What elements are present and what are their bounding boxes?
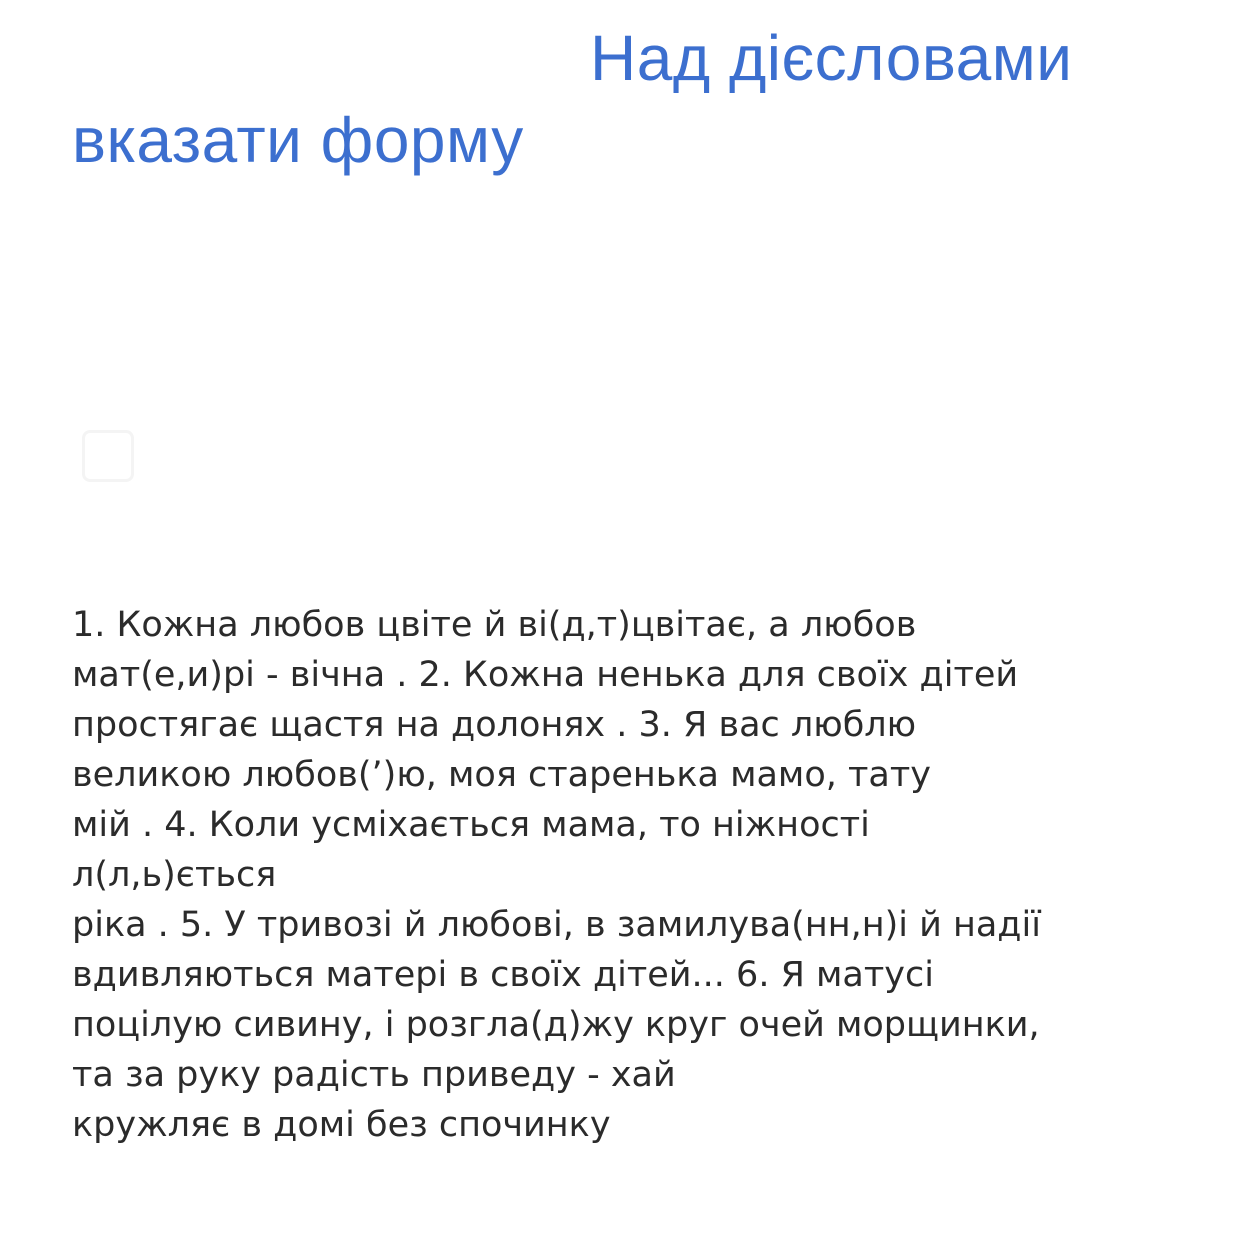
text-line: простягає щастя на долонях . 3. Я вас люблю: [72, 705, 917, 745]
text-line: вдивляються матері в своїх дітей... 6. Я матусі: [72, 955, 934, 995]
text-line: великою любов(ʼ)ю, моя старенька мамо, тату: [72, 755, 931, 795]
faded-checkbox-icon: [82, 430, 134, 482]
text-line: ріка . 5. У тривозі й любові, в замилува(нн,н)і й надії: [72, 905, 1041, 945]
text-line: та за руку радість приведу - хай: [72, 1055, 676, 1095]
exercise-text: [72, 600, 1182, 1150]
text-line: мій . 4. Коли усміхається мама, то ніжності: [72, 805, 870, 845]
text-line: поцілую сивину, і розгла(д)жу круг очей морщинки,: [72, 1005, 1040, 1045]
text-line: кружляє в домі без спочинку: [72, 1105, 611, 1145]
task-title: [72, 10, 1192, 180]
text-line: мат(е,и)рі - вічна . 2. Кожна ненька для своїх дітей: [72, 655, 1019, 695]
task-title-line-2: вказати форму: [72, 104, 524, 176]
task-title-line-1: Над дієсловами: [590, 22, 1073, 94]
erased-area: [72, 180, 1152, 540]
text-line: 1. Кожна любов цвіте й ві(д,т)цвітає, а любов: [72, 605, 917, 645]
text-line: л(л,ь)ється: [72, 855, 277, 895]
